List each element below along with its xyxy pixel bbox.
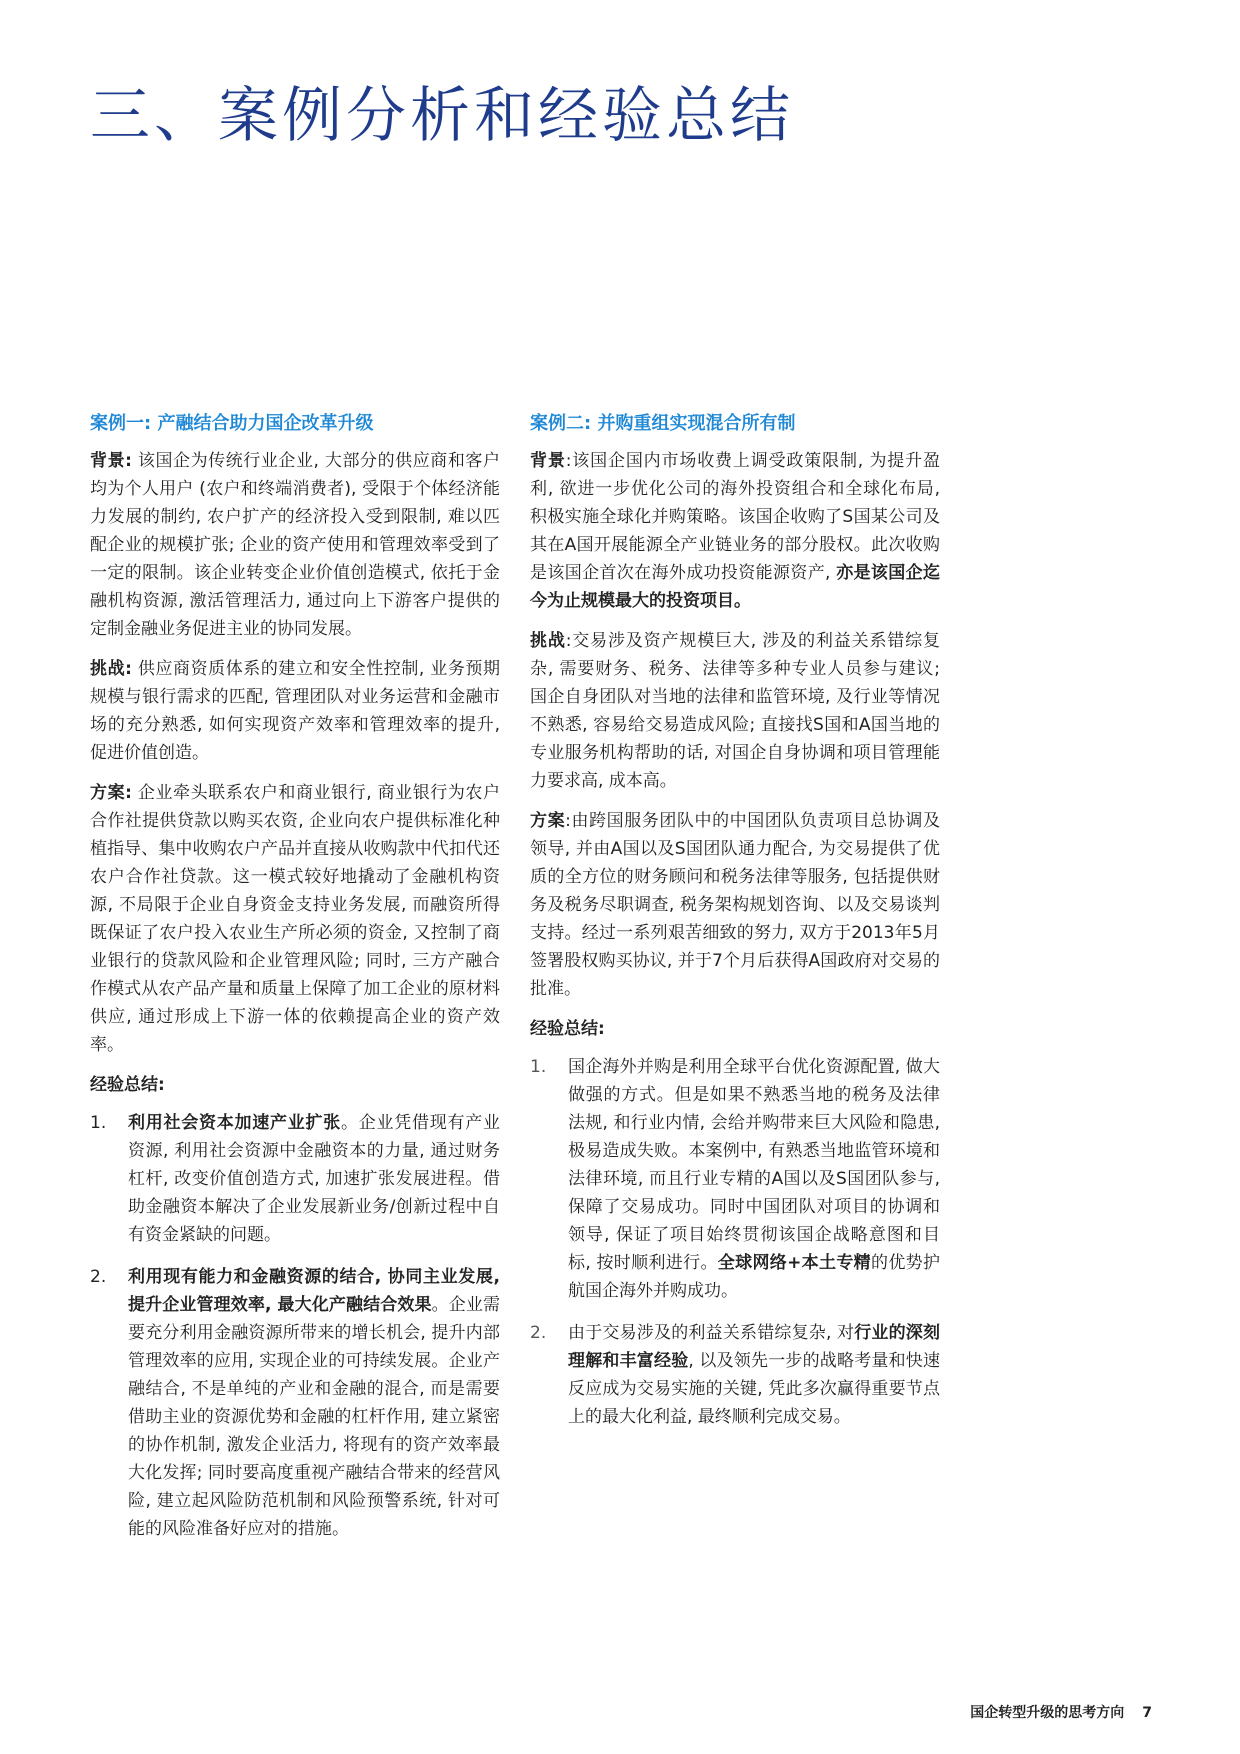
case1-background-label: 背景:: [90, 450, 132, 471]
case2-lessons-heading: 经验总结:: [530, 1018, 605, 1039]
case2-lesson-item: [530, 1319, 940, 1431]
case2-background-label: 背景: [530, 450, 566, 471]
lesson-text: 。企业凭借现有产业资源, 利用社会资源中金融资本的力量, 通过财务杠杆, 改变价值创造方式, 加速扩张发展进程。借助金融资本解决了企业发展新业务/创新过程中自有资金紧缺的问题。: [128, 1112, 500, 1245]
case1-column: [90, 410, 500, 1557]
lesson-bold-text: 利用社会资本加速产业扩张: [128, 1112, 341, 1133]
lesson-bold-text: 全球网络+本土专精: [717, 1252, 871, 1273]
case1-lesson-item: [90, 1109, 500, 1249]
case1-challenge-text: 供应商资质体系的建立和安全性控制, 业务预期规模与银行需求的匹配, 管理团队对业务运营和金融市场的充分熟悉, 如何实现资产效率和管理效率的提升, 促进价值创造。: [90, 658, 500, 763]
case1-lessons-list: [90, 1109, 500, 1543]
case2-lesson-item: [530, 1053, 940, 1305]
case2-challenge-label: 挑战: [530, 630, 566, 651]
page-title: 三、案例分析和经验总结: [90, 81, 794, 151]
case1-heading: 案例一: 产融结合助力国企改革升级: [90, 413, 374, 434]
case2-solution: [530, 807, 940, 1003]
case1-background-text: 该国企为传统行业企业, 大部分的供应商和客户均为个人用户 (农户和终端消费者), 受限于个体经济能力发展的制约, 农户扩产的经济投入受到限制, 难以匹配企业的规模扩张; 企业的资产使用和管理效率受到了一定的限制。该企业转变企业价值创造模式, 依托于金融机构资源, 激活管理活力, 通过向上下游客户提供的定制金融业务促进主业的协同发展。: [90, 450, 500, 639]
case2-lessons-list: [530, 1053, 940, 1431]
case2-challenge-text: :交易涉及资产规模巨大, 涉及的利益关系错综复杂, 需要财务、税务、法律等多种专业人员参与建议; 国企自身团队对当地的法律和监管环境, 及行业等情况不熟悉, 容易给交易造成风险; 直接找S国和A国当地的专业服务机构帮助的话, 对国企自身协调和项目管理能力要求高, 成本高。: [530, 630, 940, 791]
case2-background-bold-tail: 亦是该国企迄今为止规模最大的投资项目。: [530, 562, 940, 611]
list-number: 1.: [90, 1112, 107, 1133]
case2-challenge: [530, 627, 940, 795]
case1-solution-text: 企业牵头联系农户和商业银行, 商业银行为农户合作社提供贷款以购买农资, 企业向农户提供标准化种植指导、集中收购农户产品并直接从收购款中代扣代还农户合作社贷款。这一模式较好地撬动了金融机构资源, 不局限于企业自身资金支持业务发展, 而融资所得既保证了农户投入农业生产所必须的资金, 又控制了商业银行的贷款风险和企业管理风险; 同时, 三方产融合作模式从农产品产量和质量上保障了加工企业的原材料供应, 通过形成上下游一体的依赖提高企业的资产效率。: [90, 782, 500, 1055]
page-number: 7: [1142, 1705, 1152, 1721]
page-footer: [970, 1702, 1152, 1722]
lesson-text: , 以及领先一步的战略考量和快速反应成为交易实施的关键, 凭此多次赢得重要节点上的最大化利益, 最终顺利完成交易。: [568, 1350, 941, 1427]
case1-solution-label: 方案:: [90, 782, 132, 803]
lesson-bold-text: 利用现有能力和金融资源的结合, 协同主业发展, 提升企业管理效率, 最大化产融结合效果: [128, 1266, 500, 1315]
case1-solution: [90, 779, 500, 1059]
list-number: 2.: [90, 1266, 107, 1287]
lesson-text: 由于交易涉及的利益关系错综复杂, 对: [568, 1322, 855, 1343]
case1-lesson-item: [90, 1263, 500, 1543]
footer-title: 国企转型升级的思考方向: [970, 1705, 1125, 1721]
case2-solution-text: :由跨国服务团队中的中国团队负责项目总协调及领导, 并由A国以及S国团队通力配合, 为交易提供了优质的全方位的财务顾问和税务法律等服务, 包括提供财务及税务尽职调查, 税务架构规划咨询、以及交易谈判支持。经过一系列艰苦细致的努力, 双方于2013年5月签署股权购买协议, 并于7个月后获得A国政府对交易的批准。: [530, 810, 940, 999]
case2-background-text: :该国企国内市场收费上调受政策限制, 为提升盈利, 欲进一步优化公司的海外投资组合和全球化布局, 积极实施全球化并购策略。该国企收购了S国某公司及其在A国开展能源全产业链业务的部分股权。此次收购是该国企首次在海外成功投资能源资产,: [530, 450, 940, 583]
case2-solution-label: 方案: [530, 810, 566, 831]
case1-challenge-label: 挑战:: [90, 658, 132, 679]
case2-column: [530, 410, 940, 1445]
case1-lessons-heading: 经验总结:: [90, 1074, 165, 1095]
list-number: 2.: [530, 1322, 547, 1343]
lesson-text: 的优势护航国企海外并购成功。: [568, 1252, 940, 1301]
lesson-text: 。企业需要充分利用金融资源所带来的增长机会, 提升内部管理效率的应用, 实现企业的可持续发展。企业产融结合, 不是单纯的产业和金融的混合, 而是需要借助主业的资源优势和金融的杠杆作用, 建立紧密的协作机制, 激发企业活力, 将现有的资产效率最大化发挥; 同时要高度重视产融结合带来的经营风险, 建立起风险防范机制和风险预警系统, 针对可能的风险准备好应对的措施。: [128, 1294, 500, 1539]
case1-background: [90, 447, 500, 643]
case2-heading: 案例二: 并购重组实现混合所有制: [530, 413, 796, 434]
case2-background: [530, 447, 940, 615]
lesson-bold-text: 行业的深刻理解和丰富经验: [568, 1322, 941, 1371]
case1-challenge: [90, 655, 500, 767]
list-number: 1.: [530, 1056, 547, 1077]
lesson-text: 国企海外并购是利用全球平台优化资源配置, 做大做强的方式。但是如果不熟悉当地的税务及法律法规, 和行业内情, 会给并购带来巨大风险和隐患, 极易造成失败。本案例中, 有熟悉当地监管环境和法律环境, 而且行业专精的A国以及S国团队参与, 保障了交易成功。同时中国团队对项目的协调和领导, 保证了项目始终贯彻该国企战略意图和目标, 按时顺利进行。: [568, 1056, 940, 1273]
